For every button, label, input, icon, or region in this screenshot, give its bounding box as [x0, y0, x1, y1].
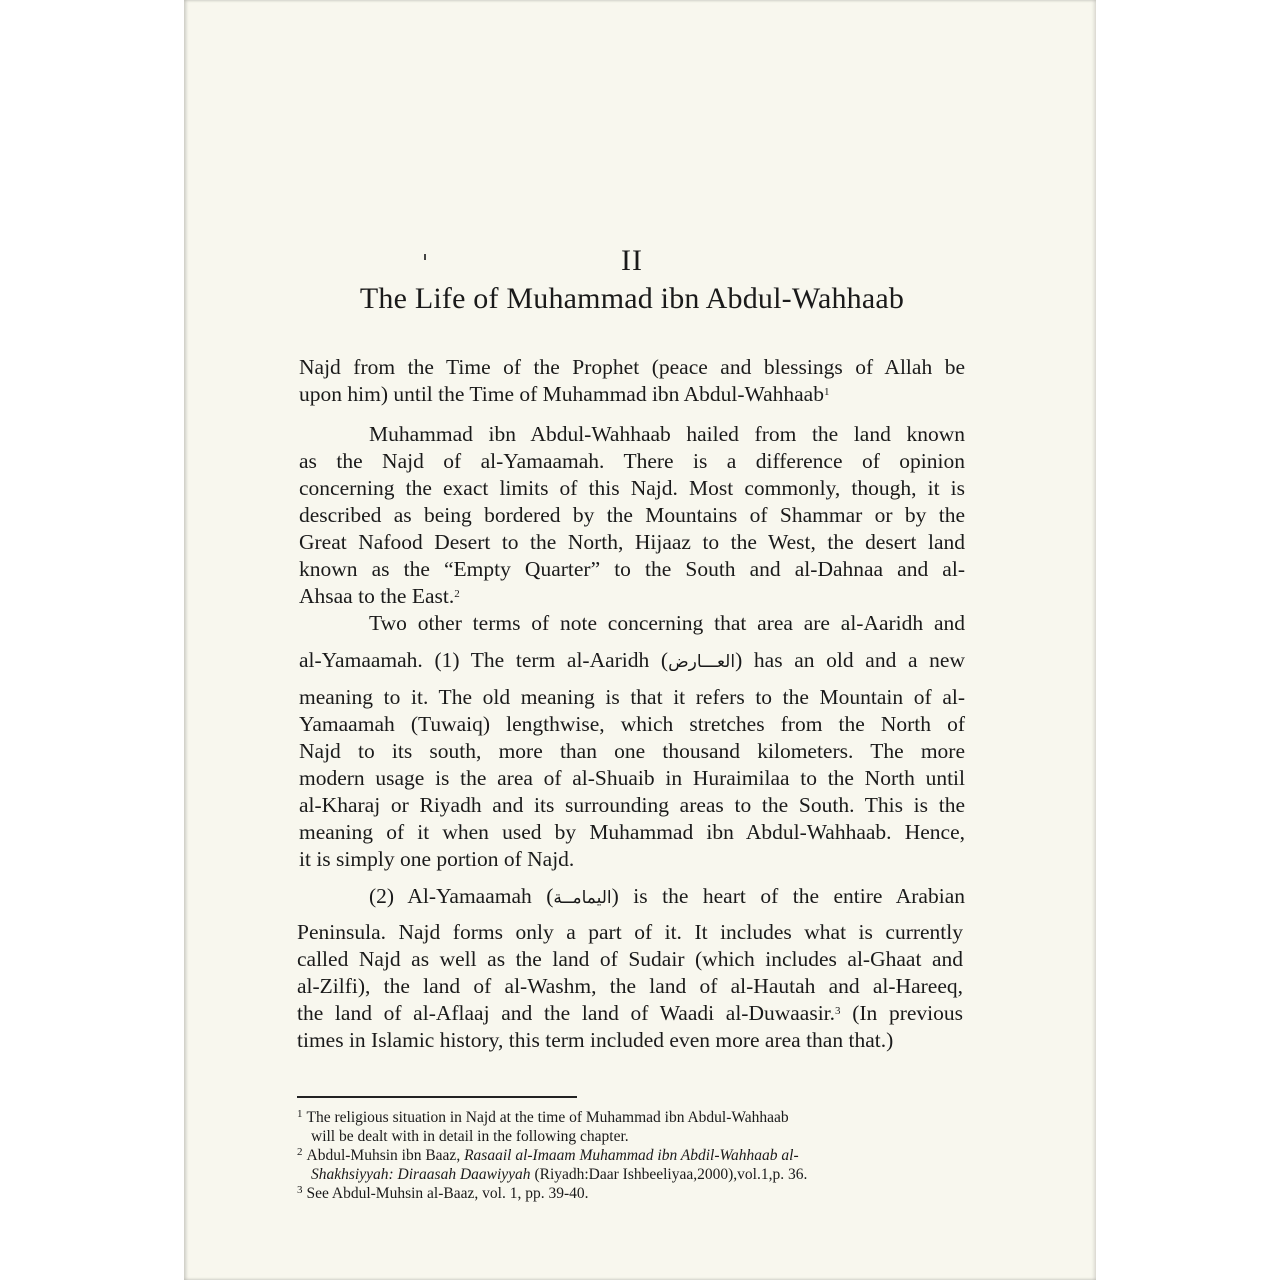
p1-line-7 — [299, 583, 460, 610]
p2-line-3: meaning to it. The old meaning is that it refers to the Mountain of al- — [299, 685, 965, 709]
footnote-2-line-1 — [297, 1146, 799, 1165]
footnote-1-line-2: will be dealt with in detail in the following chapter. — [311, 1128, 629, 1145]
footnote-1-line-1 — [297, 1108, 789, 1127]
footnote-rule — [297, 1096, 577, 1098]
footnote-3-mark: 3 — [297, 1184, 303, 1196]
footnote-2-title-part-1: Rasaail al-Imaam Muhammad ibn Abdil-Wahhaab al- — [464, 1147, 799, 1164]
p2-line-7: al-Kharaj or Riyadh and its surrounding areas to the South. This is the — [299, 793, 965, 817]
p1-line-4: described as being bordered by the Mountains of Shammar or by the — [299, 503, 965, 527]
p1-line-7-text: Ahsaa to the East. — [299, 584, 455, 608]
p3-line-5-a: the land of al-Aflaaj and the land of Waadi al-Duwaasir. — [297, 1001, 836, 1025]
p3-line-5 — [297, 1000, 963, 1027]
p1-line-5: Great Nafood Desert to the North, Hijaaz to the West, the desert land — [299, 530, 965, 554]
p1-line-3: concerning the exact limits of this Najd. Most commonly, though, it is — [299, 476, 965, 500]
footnote-1-text: The religious situation in Najd at the time of Muhammad ibn Abdul-Wahhaab — [306, 1109, 789, 1126]
footnote-3-text: See Abdul-Muhsin al-Baaz, vol. 1, pp. 39-40. — [306, 1185, 589, 1202]
footnote-2-mark: 2 — [297, 1146, 303, 1158]
p3-line-1-b: ) is the heart of the entire Arabian — [611, 884, 965, 908]
footnote-2-line-2 — [311, 1165, 807, 1184]
p2-line-2 — [299, 647, 965, 676]
footnote-1-mark: 1 — [297, 1108, 303, 1120]
footnote-2-title-part-2: Shakhsiyyah: Diraasah Daawiyyah — [311, 1166, 531, 1183]
p2-line-8: meaning of it when used by Muhammad ibn Abdul-Wahhaab. Hence, — [299, 820, 965, 844]
section-heading-text: upon him) until the Time of Muhammad ibn Abdul-Wahhaab — [299, 382, 824, 406]
p2-line-6: modern usage is the area of al-Shuaib in Huraimilaa to the North until — [299, 766, 965, 790]
p3-line-1-a: (2) Al-Yamaamah ( — [369, 884, 554, 908]
p2-line-9: it is simply one portion of Najd. — [299, 847, 575, 871]
section-heading-line-1: Najd from the Time of the Prophet (peace and blessings of Allah be — [299, 355, 965, 379]
footnote-2-author: Abdul-Muhsin ibn Baaz, — [306, 1147, 465, 1164]
book-page — [184, 0, 1096, 1280]
footnote-ref-3: 3 — [835, 1005, 841, 1017]
p2-line-1: Two other terms of note concerning that area are al-Aaridh and — [369, 611, 965, 635]
footnote-ref-2: 2 — [454, 588, 460, 600]
section-heading-line-2 — [299, 381, 829, 408]
p3-line-4: al-Zilfi), the land of al-Washm, the land of al-Hautah and al-Hareeq, — [297, 974, 963, 998]
p3-line-6: times in Islamic history, this term included even more area than that.) — [297, 1028, 894, 1052]
p3-line-1 — [369, 883, 965, 912]
chapter-title: The Life of Muhammad ibn Abdul-Wahhaab — [359, 282, 905, 315]
footnote-3 — [297, 1184, 588, 1203]
p1-line-1: Muhammad ibn Abdul-Wahhaab hailed from the land known — [369, 422, 965, 446]
arabic-al-yamaamah: اليمامــة — [553, 888, 612, 908]
p2-line-5: Najd to its south, more than one thousand kilometers. The more — [299, 739, 965, 763]
p3-line-5-b: (In previous — [840, 1001, 963, 1025]
footnote-ref-1: 1 — [823, 386, 830, 398]
p2-line-2-a: al-Yamaamah. (1) The term al-Aaridh ( — [299, 648, 669, 672]
chapter-number: II — [621, 244, 643, 277]
p2-line-2-b: ) has an old and a new — [735, 648, 965, 672]
arabic-al-aaridh: العـــارض — [668, 652, 736, 672]
p1-line-2: as the Najd of al-Yamaamah. There is a difference of opinion — [299, 449, 965, 473]
p3-line-2: Peninsula. Najd forms only a part of it. It includes what is currently — [297, 920, 963, 944]
footnote-2-publication: (Riyadh:Daar Ishbeeliyaa,2000),vol.1,p. 36. — [530, 1166, 808, 1183]
p1-line-6: known as the “Empty Quarter” to the South and al-Dahnaa and al- — [299, 557, 965, 581]
p3-line-3: called Najd as well as the land of Sudair (which includes al-Ghaat and — [297, 947, 963, 971]
p2-line-4: Yamaamah (Tuwaiq) lengthwise, which stretches from the North of — [299, 712, 965, 736]
